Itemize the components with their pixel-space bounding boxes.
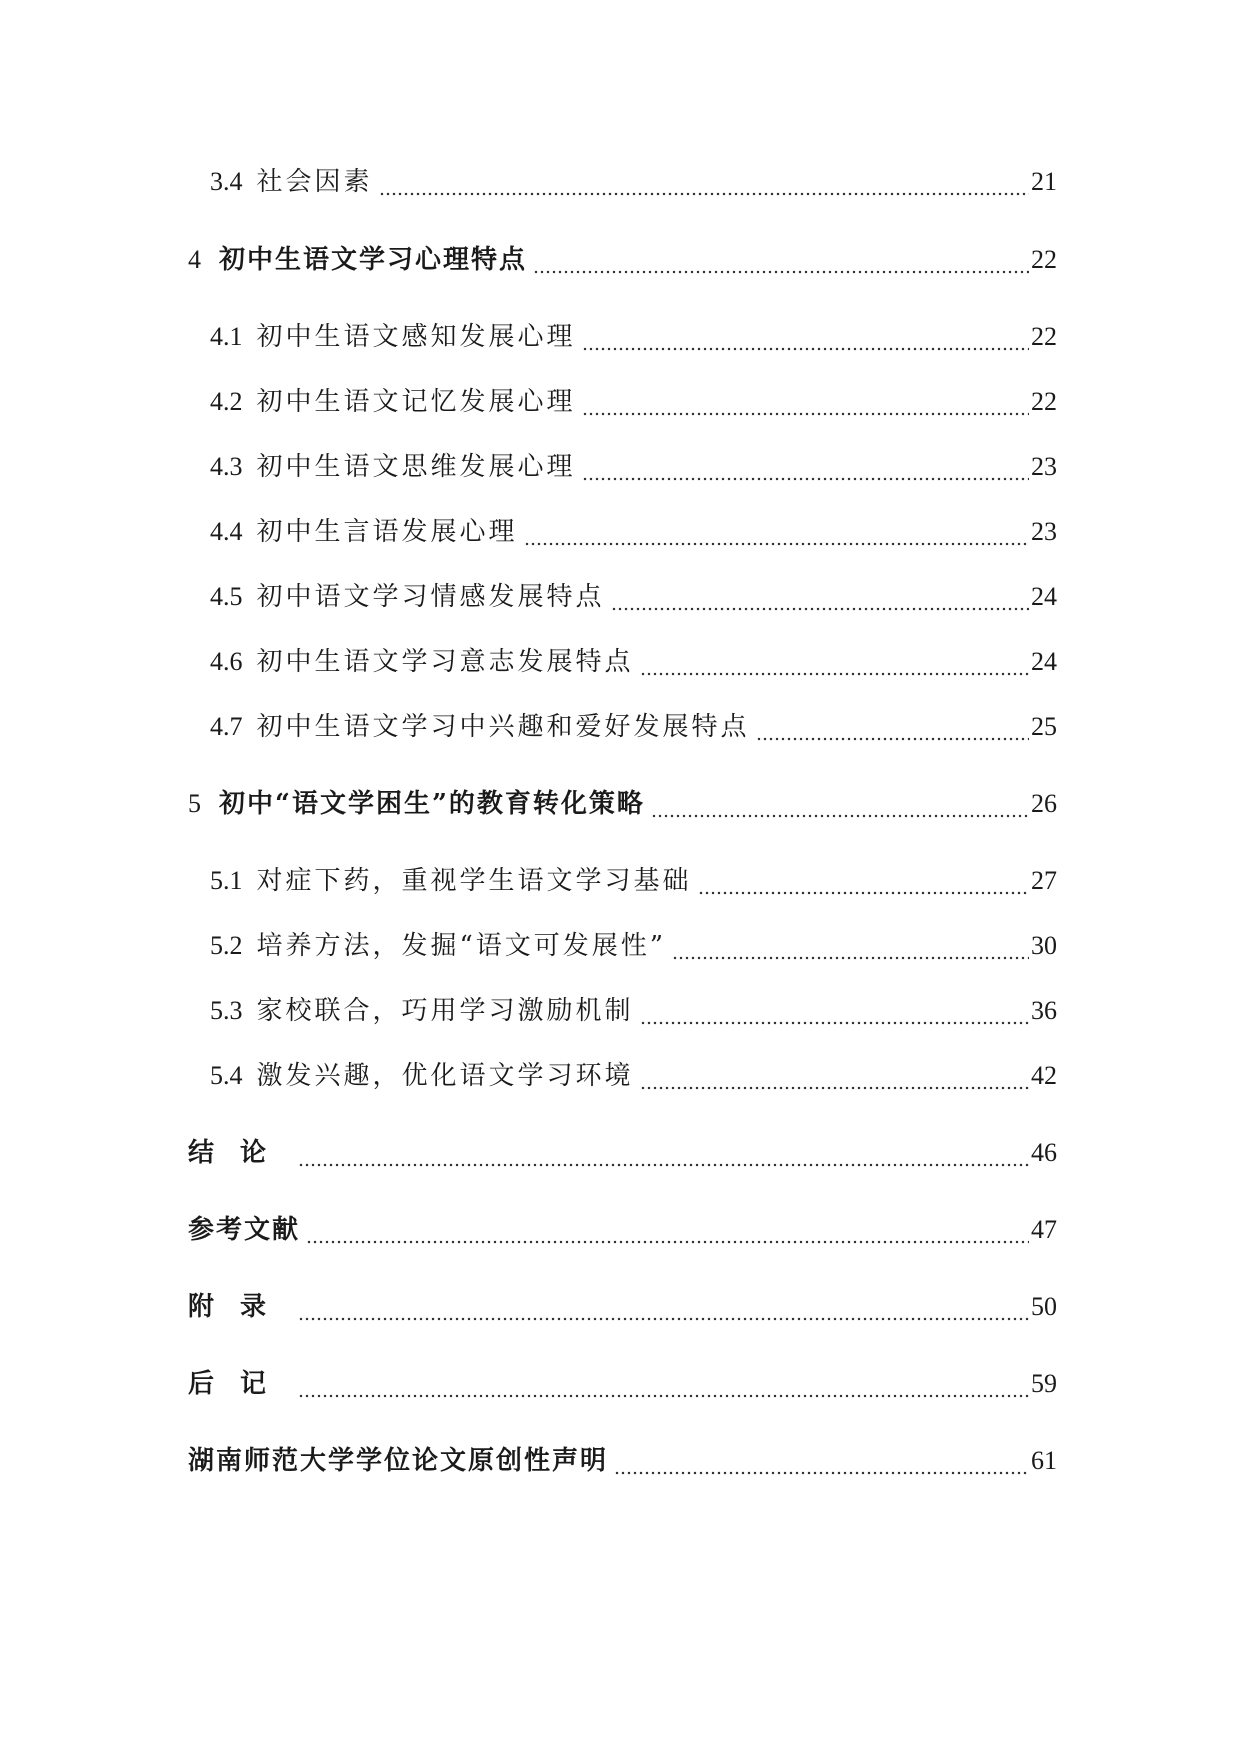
toc-entry-number: 5.4 bbox=[210, 1061, 243, 1090]
toc-entry-number: 4.3 bbox=[210, 452, 243, 481]
toc-entry-number: 5.1 bbox=[210, 866, 243, 895]
toc-entry-title: 社会因素 bbox=[256, 167, 373, 197]
toc-entry-title: 初中生语文感知发展心理 bbox=[256, 322, 576, 352]
toc-entry-number: 5 bbox=[188, 789, 201, 818]
dot-leader bbox=[651, 794, 1029, 824]
toc-entry-number: 4 bbox=[188, 245, 201, 274]
toc-entry-title: 初中生言语发展心理 bbox=[256, 517, 518, 547]
dot-leader bbox=[756, 717, 1029, 747]
dot-leader bbox=[611, 587, 1029, 617]
dot-leader bbox=[379, 172, 1029, 202]
toc-entry-title: 湖南师范大学学位论文原创性声明 bbox=[188, 1446, 609, 1476]
toc-entry-4-2[interactable] bbox=[210, 382, 1057, 422]
toc-entry-5-1[interactable] bbox=[210, 861, 1057, 901]
toc-entry-4-1[interactable] bbox=[210, 317, 1057, 357]
toc-entry-title: 初中生语文学习意志发展特点 bbox=[256, 647, 634, 677]
toc-entry-page: 22 bbox=[1031, 322, 1057, 351]
dot-leader bbox=[640, 652, 1029, 682]
toc-entry-page: 21 bbox=[1031, 167, 1057, 196]
toc-entry-number: 4.7 bbox=[210, 712, 243, 741]
toc-entry-5[interactable] bbox=[188, 784, 1057, 824]
dot-leader bbox=[698, 871, 1029, 901]
toc-entry-page: 36 bbox=[1031, 996, 1057, 1025]
toc-entry-references[interactable] bbox=[188, 1210, 1057, 1250]
toc-entry-5-3[interactable] bbox=[210, 991, 1057, 1031]
toc-entry-page: 22 bbox=[1031, 245, 1057, 274]
toc-entry-number: 4.1 bbox=[210, 322, 243, 351]
dot-leader bbox=[582, 392, 1029, 422]
toc-entry-title: 对症下药，重视学生语文学习基础 bbox=[256, 866, 692, 896]
dot-leader bbox=[524, 522, 1029, 552]
toc-entry-title: 结论 bbox=[188, 1138, 293, 1168]
toc-entry-number: 4.5 bbox=[210, 582, 243, 611]
dot-leader bbox=[582, 457, 1029, 487]
dot-leader bbox=[298, 1143, 1029, 1173]
toc-entry-page: 22 bbox=[1031, 387, 1057, 416]
toc-entry-4-4[interactable] bbox=[210, 512, 1057, 552]
toc-entry-conclusion[interactable] bbox=[188, 1133, 1057, 1173]
toc-entry-number: 4.4 bbox=[210, 517, 243, 546]
dot-leader bbox=[533, 250, 1029, 280]
toc-entry-page: 46 bbox=[1031, 1138, 1057, 1167]
toc-entry-appendix[interactable] bbox=[188, 1287, 1057, 1327]
toc-entry-4-7[interactable] bbox=[210, 707, 1057, 747]
toc-entry-title: 参考文献 bbox=[188, 1215, 301, 1245]
toc-entry-page: 59 bbox=[1031, 1369, 1057, 1398]
toc-entry-page: 24 bbox=[1031, 647, 1057, 676]
toc-entry-4-5[interactable] bbox=[210, 577, 1057, 617]
toc-entry-page: 26 bbox=[1031, 789, 1057, 818]
toc-entry-title: 初中生语文记忆发展心理 bbox=[256, 387, 576, 417]
toc-entry-postscript[interactable] bbox=[188, 1364, 1057, 1404]
toc-entry-page: 23 bbox=[1031, 517, 1057, 546]
dot-leader bbox=[298, 1297, 1029, 1327]
toc-entry-title: 初中语文学习情感发展特点 bbox=[256, 582, 605, 612]
dot-leader bbox=[298, 1374, 1029, 1404]
toc-entry-page: 61 bbox=[1031, 1446, 1057, 1475]
toc-entry-title: 家校联合，巧用学习激励机制 bbox=[256, 996, 634, 1026]
toc-entry-5-4[interactable] bbox=[210, 1056, 1057, 1096]
toc-entry-5-2[interactable] bbox=[210, 926, 1057, 966]
dot-leader bbox=[672, 936, 1029, 966]
toc-entry-title: 附录 bbox=[188, 1292, 293, 1322]
dot-leader bbox=[640, 1001, 1029, 1031]
toc-entry-page: 30 bbox=[1031, 931, 1057, 960]
toc-entry-title: 激发兴趣，优化语文学习环境 bbox=[256, 1061, 634, 1091]
toc-entry-title: 后记 bbox=[188, 1369, 293, 1399]
toc-entry-page: 24 bbox=[1031, 582, 1057, 611]
dot-leader bbox=[614, 1451, 1029, 1481]
dot-leader bbox=[640, 1066, 1029, 1096]
toc-entry-4-3[interactable] bbox=[210, 447, 1057, 487]
dot-leader bbox=[306, 1220, 1029, 1250]
toc-entry-number: 5.3 bbox=[210, 996, 243, 1025]
toc-entry-title: 培养方法，发掘“语文可发展性” bbox=[256, 931, 667, 961]
toc-entry-page: 42 bbox=[1031, 1061, 1057, 1090]
toc-entry-page: 23 bbox=[1031, 452, 1057, 481]
toc-entry-page: 47 bbox=[1031, 1215, 1057, 1244]
toc-entry-4[interactable] bbox=[188, 240, 1057, 280]
toc-entry-3-4[interactable] bbox=[210, 162, 1057, 202]
toc-entry-page: 50 bbox=[1031, 1292, 1057, 1321]
toc-entry-originality-statement[interactable] bbox=[188, 1441, 1057, 1481]
toc-entry-4-6[interactable] bbox=[210, 642, 1057, 682]
toc-entry-number: 4.6 bbox=[210, 647, 243, 676]
toc-entry-title: 初中生语文思维发展心理 bbox=[256, 452, 576, 482]
toc-entry-title: 初中生语文学习中兴趣和爱好发展特点 bbox=[256, 712, 750, 742]
toc-entry-title: 初中“语文学困生”的教育转化策略 bbox=[219, 789, 645, 819]
toc-entry-page: 27 bbox=[1031, 866, 1057, 895]
toc-entry-number: 5.2 bbox=[210, 931, 243, 960]
dot-leader bbox=[582, 327, 1029, 357]
toc-entry-number: 3.4 bbox=[210, 167, 243, 196]
toc-entry-page: 25 bbox=[1031, 712, 1057, 741]
toc-entry-title: 初中生语文学习心理特点 bbox=[219, 245, 528, 275]
toc-entry-number: 4.2 bbox=[210, 387, 243, 416]
